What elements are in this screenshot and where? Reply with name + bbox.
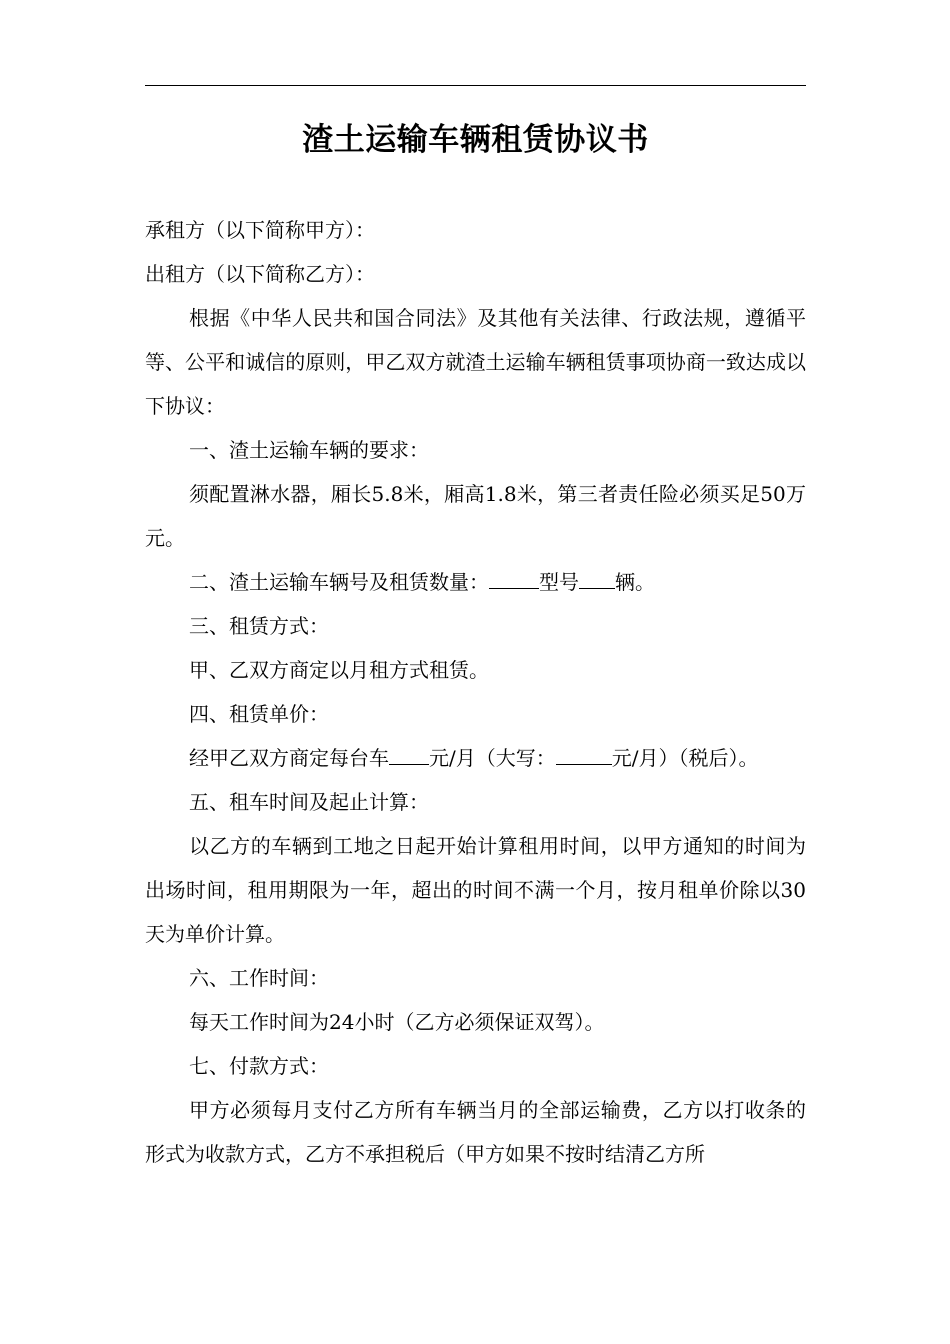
section-3-body: 甲、乙双方商定以月租方式租赁。 (189, 658, 489, 682)
section-5-body: 以乙方的车辆到工地之日起开始计算租用时间，以甲方通知的时间为出场时间，租用期限为一年，超出的时间不满一个月，按月租单价除以30天为单价计算。 (145, 834, 806, 946)
vehicle-model-blank (489, 568, 539, 589)
document-title: 渣土运输车辆租赁协议书 (302, 122, 649, 158)
count-label: 辆。 (615, 570, 655, 594)
lessor-line: 出租方（以下简称乙方）： (145, 262, 375, 286)
unit-price-text-mid: 元/月（大写： (429, 746, 556, 770)
section-3-heading: 三、租赁方式： (189, 614, 329, 638)
section-7-body: 甲方必须每月支付乙方所有车辆当月的全部运输费，乙方以打收条的形式为收款方式，乙方不承担税后（甲方如果不按时结清乙方所 (145, 1098, 806, 1166)
unit-price-uppercase-blank (556, 744, 612, 765)
unit-price-blank (389, 744, 429, 765)
section-6-heading: 六、工作时间： (189, 966, 329, 990)
preamble-paragraph: 根据《中华人民共和国合同法》及其他有关法律、行政法规，遵循平等、公平和诚信的原则，甲乙双方就渣土运输车辆租赁事项协商一致达成以下协议： (145, 306, 806, 418)
section-5-heading: 五、租车时间及起止计算： (189, 790, 429, 814)
model-label: 型号 (539, 570, 579, 594)
unit-price-text-suffix: 元/月）（税后）。 (611, 746, 759, 770)
section-6-body: 每天工作时间为24小时（乙方必须保证双驾）。 (189, 1010, 605, 1034)
section-4-body (145, 736, 806, 780)
header-rule (145, 85, 806, 86)
document-body (145, 208, 806, 1176)
unit-price-text-prefix: 经甲乙双方商定每台车 (189, 746, 389, 770)
section-7-heading: 七、付款方式： (189, 1054, 329, 1078)
section-2-heading-text: 二、渣土运输车辆号及租赁数量： (189, 570, 489, 594)
section-2-heading (145, 560, 806, 604)
vehicle-count-blank (579, 568, 615, 589)
section-4-heading: 四、租赁单价： (189, 702, 329, 726)
section-1-body: 须配置淋水器，厢长5.8米，厢高1.8米，第三者责任险必须买足50万元。 (145, 482, 806, 550)
section-1-heading: 一、渣土运输车辆的要求： (189, 438, 429, 462)
lessee-line: 承租方（以下简称甲方）： (145, 218, 375, 242)
